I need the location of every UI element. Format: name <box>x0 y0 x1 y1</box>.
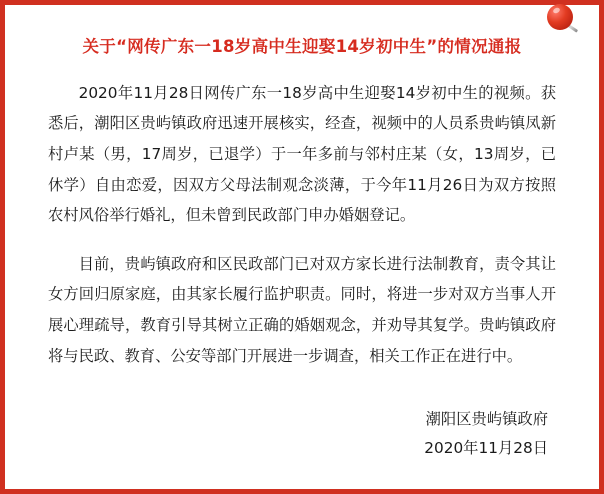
bottom-border-bar <box>5 489 604 494</box>
signature-organization: 潮阳区贵屿镇政府 <box>425 410 548 429</box>
paragraph-2: 目前，贵屿镇政府和区民政部门已对双方家长进行法制教育，责令其让女方回归原家庭，由其家长履行监护职责。同时，将进一步对双方当事人开展心理疏导，教育引导其树立正确的婚姻观念，并劝导其复学。贵屿镇政府将与民政、教育、公安等部门开展进一步调查，相关工作正在进行中。 <box>48 254 556 365</box>
page-title: 关于“网传广东一18岁高中生迎娶14岁初中生”的情况通报 <box>82 37 522 56</box>
pushpin-head-icon <box>547 4 573 30</box>
pushpin-icon <box>547 4 581 38</box>
paragraph-1: 2020年11月28日网传广东一18岁高中生迎娶14岁初中生的视频。获悉后，潮阳区贵屿镇政府迅速开展核实，经查，视频中的人员系贵屿镇凤新村卢某（男，17周岁，已退学）于一年多前与邻村庄某（女，13周岁，已休学）自由恋爱，因双方父母法制观念淡薄，于今年11月26日为双方按照农村风俗举行婚礼，但未曾到民政部门申办婚姻登记。 <box>48 83 556 225</box>
document-body <box>10 5 594 489</box>
signature-date: 2020年11月28日 <box>424 439 548 458</box>
signature-block <box>48 405 556 463</box>
